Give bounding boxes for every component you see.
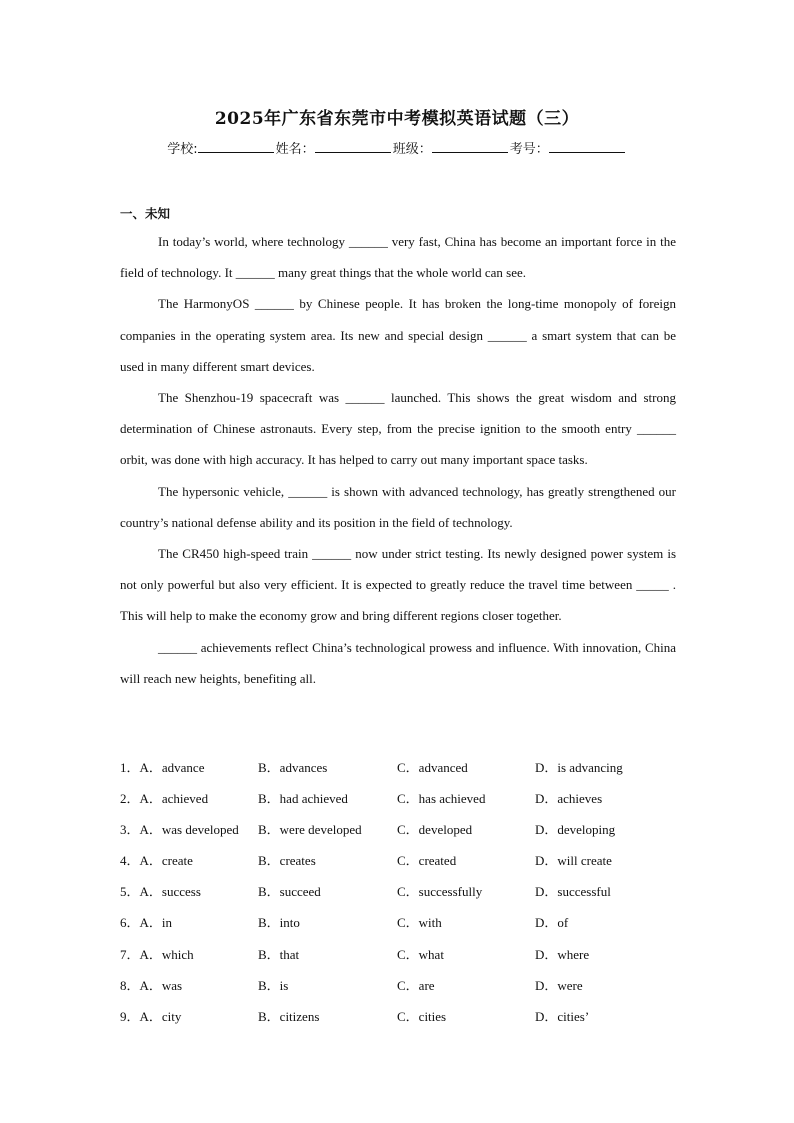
option-a: 4．A．create xyxy=(120,853,193,869)
question-row xyxy=(120,881,680,912)
option-b: B．that xyxy=(258,946,300,962)
passage-paragraph: The CR450 high-speed train ______ now under strict testing. Its newly designed power system is not only powerful but also very efficient. It is expected to greatly reduce the travel time between _____ . This will help to make the economy grow and bring different regions closer together. xyxy=(120,546,676,624)
option-c: C．cities xyxy=(397,1008,447,1024)
question-row xyxy=(120,944,680,975)
option-c: C．created xyxy=(397,853,457,869)
option-d: D．is advancing xyxy=(535,760,623,775)
option-c: C．are xyxy=(397,977,435,993)
option-d: D．cities’ xyxy=(535,1008,590,1024)
option-c: C．what xyxy=(397,946,444,962)
number-label: 考号： xyxy=(509,142,549,157)
option-b: B．were developed xyxy=(258,822,362,838)
option-c: C．developed xyxy=(397,822,473,838)
option-b: B．citizens xyxy=(258,1008,320,1024)
option-a: 6．A．in xyxy=(120,915,173,931)
option-d: D．will create xyxy=(535,853,612,869)
option-d: D．of xyxy=(535,915,569,931)
option-c: C．has achieved xyxy=(397,791,486,807)
option-d: D．where xyxy=(535,946,590,962)
option-b: B．into xyxy=(258,915,300,931)
class-label: 班级： xyxy=(392,142,432,157)
cloze-passage xyxy=(120,226,676,694)
question-row xyxy=(120,819,680,850)
option-a: 1．A．advance xyxy=(120,760,205,775)
passage-paragraph: The Shenzhou-19 spacecraft was ______ launched. This shows the great wisdom and strong determination of Chinese astronauts. Every step, from the precise ignition to the smooth entry ______ orbit, was done with high accuracy. It has helped to carry out many important space tasks. xyxy=(120,390,676,468)
class-blank xyxy=(432,140,508,153)
option-d: D．developing xyxy=(535,822,616,838)
page-title: 2025年广东省东莞市中考模拟英语试题（三） xyxy=(214,109,580,129)
section-heading: 一、未知 xyxy=(120,206,171,221)
option-b: B．advances xyxy=(258,760,328,775)
name-label: 姓名： xyxy=(275,142,315,157)
student-info-line xyxy=(0,138,794,157)
option-d: D．were xyxy=(535,977,583,993)
number-blank xyxy=(549,140,625,153)
option-b: B．is xyxy=(258,977,289,993)
option-a: 8．A．was xyxy=(120,977,183,993)
question-row xyxy=(120,757,680,788)
option-a: 5．A．success xyxy=(120,884,201,900)
question-row xyxy=(120,912,680,943)
school-label: 学校: xyxy=(167,142,198,157)
question-row xyxy=(120,975,680,1006)
option-a: 3．A．was developed xyxy=(120,822,239,838)
option-a: 9．A．city xyxy=(120,1008,182,1024)
option-d: D．achieves xyxy=(535,791,603,807)
option-c: C．with xyxy=(397,915,442,931)
question-row xyxy=(120,788,680,819)
option-d: D．successful xyxy=(535,884,611,900)
school-blank xyxy=(198,140,274,153)
question-row xyxy=(120,850,680,881)
option-a: 7．A．which xyxy=(120,946,194,962)
option-a: 2．A．achieved xyxy=(120,791,209,807)
option-b: B．succeed xyxy=(258,884,321,900)
answer-options xyxy=(120,757,680,1037)
passage-paragraph: The HarmonyOS ______ by Chinese people. It has broken the long-time monopoly of foreign companies in the operating system area. Its new and special design ______ a smart system that can be used in many different smart devices. xyxy=(120,296,676,374)
question-row xyxy=(120,1006,680,1037)
name-blank xyxy=(315,140,391,153)
option-c: C．advanced xyxy=(397,760,468,775)
passage-paragraph: In today’s world, where technology ______ very fast, China has become an important force in the field of technology. It ______ many great things that the whole world can see. xyxy=(120,234,676,281)
option-b: B．had achieved xyxy=(258,791,348,807)
passage-paragraph: ______ achievements reflect China’s technological prowess and influence. With innovation, China will reach new heights, benefiting all. xyxy=(120,639,676,686)
passage-paragraph: The hypersonic vehicle, ______ is shown with advanced technology, has greatly strengthened our country’s national defense ability and its position in the field of technology. xyxy=(120,483,676,530)
option-b: B．creates xyxy=(258,853,316,869)
option-c: C．successfully xyxy=(397,884,483,900)
